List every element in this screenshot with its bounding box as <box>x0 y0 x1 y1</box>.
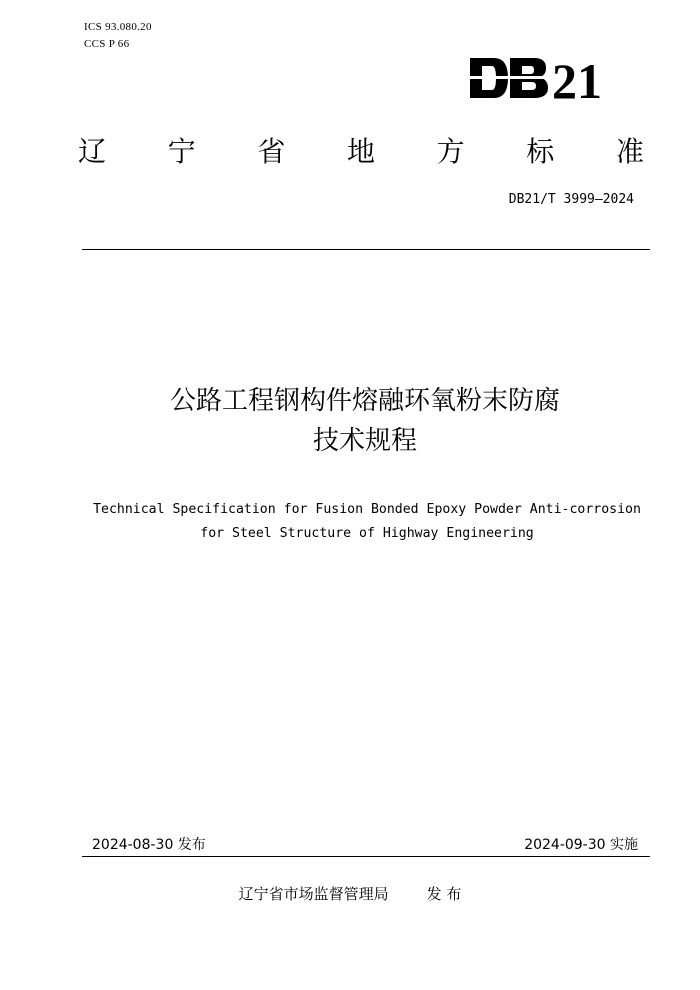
standard-category <box>78 134 644 170</box>
category-char: 方 <box>436 135 465 168</box>
title-chinese-line1: 公路工程钢构件熔融环氧粉末防腐 <box>169 386 560 416</box>
ccs-code: CCS P 66 <box>84 38 130 50</box>
publish-label: 发 布 <box>426 885 462 903</box>
category-char: 标 <box>526 135 555 168</box>
issue-date: 2024-08-30 发布 <box>92 837 206 853</box>
category-char: 地 <box>346 135 375 168</box>
standard-number: DB21/T 3999—2024 <box>508 192 634 207</box>
publisher-name: 辽宁省市场监督管理局 <box>238 885 389 903</box>
logo-db-glyphs <box>470 58 548 98</box>
publisher-line <box>0 884 700 904</box>
footer-divider <box>82 856 650 857</box>
category-char: 省 <box>257 135 286 168</box>
ics-code: ICS 93.080.20 <box>84 21 152 33</box>
title-english-line2: for Steel Structure of Highway Engineering <box>200 526 534 541</box>
header-divider <box>82 249 650 250</box>
category-char: 宁 <box>167 135 196 168</box>
title-chinese-line2: 技术规程 <box>312 426 417 456</box>
category-char: 准 <box>615 135 644 168</box>
db21-logo <box>468 52 628 104</box>
title-english-line1: Technical Specification for Fusion Bonded Epoxy Powder Anti-corrosion <box>93 502 641 517</box>
implementation-date: 2024-09-30 实施 <box>524 837 638 853</box>
category-char: 辽 <box>78 135 107 168</box>
logo-number: 21 <box>552 53 602 104</box>
